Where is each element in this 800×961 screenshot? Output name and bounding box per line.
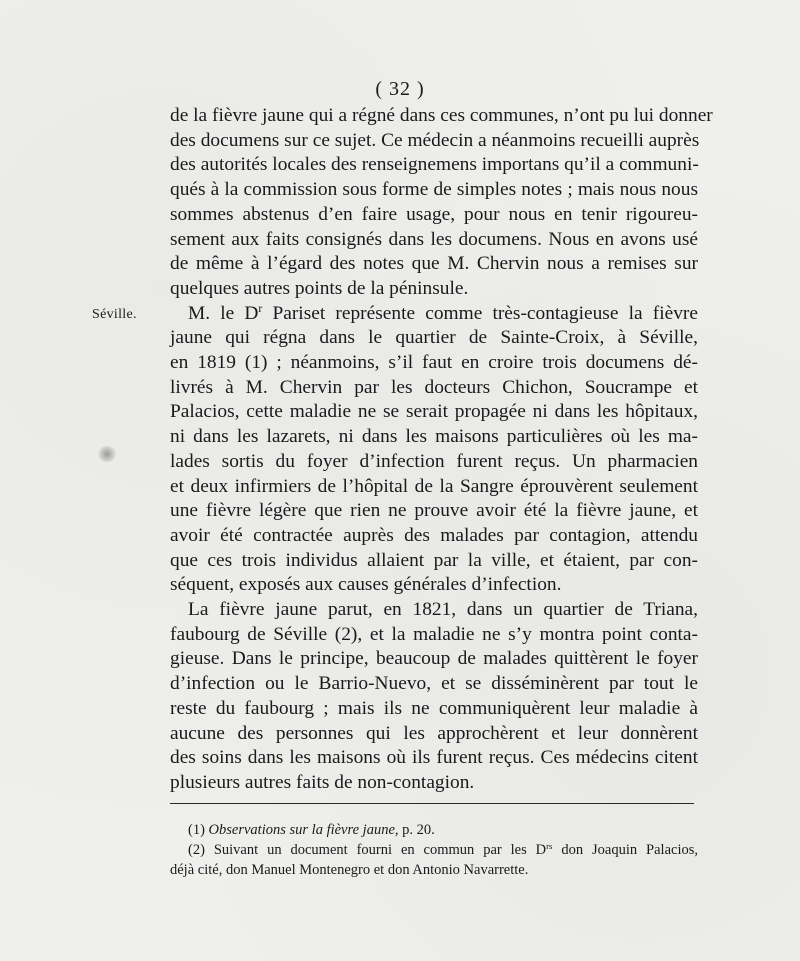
- body-line: La fièvre jaune parut, en 1821, dans un quartier de Triana,: [188, 599, 698, 621]
- body-line: qués à la commission sous forme de simples notes ; mais nous nous: [170, 179, 698, 201]
- footnote-2: [170, 840, 698, 860]
- body-line: aucune des personnes qui les approchèrent et leur donnèrent: [170, 722, 698, 744]
- body-line: séquent, exposés aux causes générales d’infection.: [170, 574, 562, 596]
- body-line: de la fièvre jaune qui a régné dans ces communes, n’ont pu lui donner: [170, 105, 713, 126]
- body-line-part: M. le D: [188, 302, 259, 324]
- page-number: ( 32 ): [375, 78, 425, 100]
- body-line: des autorités locales des renseignemens importans qu’il a communi-: [170, 154, 699, 176]
- body-line: et deux infirmiers de l’hôpital de la Sangre éprouvèrent seulement: [170, 475, 698, 497]
- body-line: livrés à M. Chervin par les docteurs Chichon, Soucrampe et: [170, 376, 698, 398]
- margin-note-seville: Séville.: [92, 307, 137, 322]
- body-line: en 1819 (1) ; néanmoins, s’il faut en croire trois documens dé-: [170, 352, 698, 374]
- body-line: sommes abstenus d’en faire usage, pour nous en tenir rigoureu-: [170, 203, 698, 225]
- body-line: [170, 302, 698, 327]
- footnote-marker: (2): [188, 842, 205, 858]
- body-line: des documens sur ce sujet. Ce médecin a néanmoins recueilli auprès: [170, 129, 700, 151]
- footnote-text: Suivant un document fourni en commun par les D: [213, 842, 547, 858]
- footnote-1: [170, 820, 698, 840]
- body-line: sement aux faits consignés dans les documens. Nous en avons usé: [170, 228, 698, 250]
- superscript: rs: [546, 840, 553, 851]
- footnote-text: don Joaquin Palacios,: [552, 842, 698, 858]
- body-line: plusieurs autres faits de non-contagion.: [170, 771, 475, 793]
- body-line: Palacios, cette maladie ne se serait propagée ni dans les hôpitaux,: [170, 401, 698, 423]
- superscript: r: [258, 301, 263, 315]
- footnote-text: , p. 20.: [394, 822, 435, 838]
- body-line: faubourg de Séville (2), et la maladie ne s’y montra point conta-: [170, 623, 698, 645]
- body-text: [170, 104, 713, 796]
- body-line: gieuse. Dans le principe, beaucoup de malades quittèrent le foyer: [170, 648, 698, 670]
- footnote-marker: (1): [188, 822, 205, 838]
- body-line: lades sortis du foyer d’infection furent reçus. Un pharmacien: [170, 450, 698, 472]
- body-line: jaune qui régna dans le quartier de Sainte-Croix, à Séville,: [170, 327, 698, 349]
- ink-blot: [98, 446, 116, 462]
- body-line: une fièvre légère que rien ne prouve avoir été la fièvre jaune, et: [170, 500, 698, 522]
- body-line-part: Pariset représente comme très-contagieuse la fièvre: [262, 302, 698, 324]
- body-line: de même à l’égard des notes que M. Chervin nous a remises sur: [170, 253, 698, 275]
- footnote-divider: [170, 803, 694, 804]
- footnote-2-continued: déjà cité, don Manuel Montenegro et don Antonio Navarrette.: [170, 862, 529, 878]
- body-line: ni dans les lazarets, ni dans les maisons particulières où les ma-: [170, 426, 698, 448]
- body-line: que ces trois individus allaient par la ville, et étaient, par con-: [170, 549, 698, 571]
- body-line: reste du faubourg ; mais ils ne communiquèrent leur maladie à: [170, 697, 698, 719]
- body-line: avoir été contractée auprès des malades par contagion, attendu: [170, 524, 698, 546]
- body-line: d’infection ou le Barrio-Nuevo, et se disséminèrent par tout le: [170, 673, 698, 695]
- body-line: quelques autres points de la péninsule.: [170, 277, 469, 299]
- footnote-title: Observations sur la fièvre jaune: [208, 822, 395, 838]
- footnotes: [170, 820, 698, 880]
- body-line: des soins dans les maisons où ils furent reçus. Ces médecins citent: [170, 747, 698, 769]
